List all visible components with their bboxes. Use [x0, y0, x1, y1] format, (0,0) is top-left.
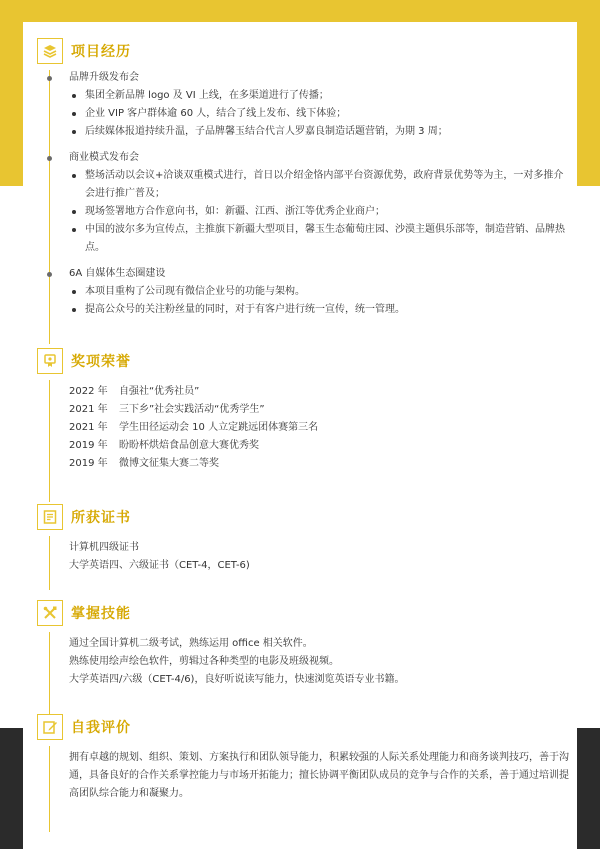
cert-item: 大学英语四、六级证书（CET-4，CET-6) [69, 560, 250, 571]
project-item [69, 149, 569, 257]
bullet-item: 中国的波尔多为宣传点，主推旗下新疆大型项目，馨玉生态葡萄庄园、沙漠主题俱乐部等，制造营销、品牌热点。 [69, 221, 569, 257]
skill-list [69, 635, 569, 689]
section-title: 自我评价 [71, 720, 131, 736]
layers-icon [37, 38, 63, 64]
award-row [69, 383, 569, 401]
skill-item: 大学英语四/六级（CET-4/6)，良好听说读写能力，快速浏览英语专业书籍。 [69, 674, 405, 685]
bullet-item: 集团全新品牌 logo 及 VI 上线，在多渠道进行了传播； [69, 87, 569, 105]
award-year: 2019 年 [69, 440, 108, 451]
award-year: 2021 年 [69, 404, 108, 415]
section-title: 项目经历 [71, 44, 131, 60]
timeline-dot [47, 156, 52, 161]
bullet-item: 后续媒体报道持续升温，子品牌馨玉结合代言人罗嘉良制造话题营销，为期 3 周； [69, 123, 569, 141]
bullet-item: 提高公众号的关注粉丝量的同时，对于有客户进行统一宣传，统一管理。 [69, 301, 569, 319]
self-evaluation-text: 拥有卓越的规划、组织、策划、方案执行和团队领导能力，积累较强的人际关系处理能力和商务谈判技巧，善于沟通，具备良好的合作关系掌控能力与市场开拓能力；擅长协调平衡团队成员的竞争与合作的关系，善于通过培训提高团队综合能力和凝聚力。 [69, 752, 569, 799]
timeline-line [49, 70, 50, 344]
timeline-line [49, 380, 50, 502]
bullet-item: 企业 VIP 客户群体逾 60 人，结合了线上发布、线下体验； [69, 105, 569, 123]
award-row [69, 419, 569, 437]
resume-page [23, 22, 577, 849]
timeline-line [49, 632, 50, 716]
award-text: 学生田径运动会 10 人立定跳远团体赛第三名 [119, 422, 319, 433]
section-title: 所获证书 [71, 510, 131, 526]
project-name: 6A 自媒体生态圈建设 [69, 265, 569, 283]
medal-icon [37, 348, 63, 374]
project-item [69, 69, 569, 141]
award-text: 三下乡”社会实践活动“优秀学生” [119, 404, 265, 415]
skill-item: 熟练使用绘声绘色软件，剪辑过各种类型的电影及班级视频。 [69, 656, 339, 667]
award-year: 2022 年 [69, 386, 108, 397]
cert-list [69, 539, 569, 575]
tools-icon [37, 600, 63, 626]
section-title: 掌握技能 [71, 606, 131, 622]
award-row [69, 401, 569, 419]
award-year: 2019 年 [69, 458, 108, 469]
skill-item: 通过全国计算机二级考试，熟练运用 office 相关软件。 [69, 638, 313, 649]
award-text: 微博文征集大赛二等奖 [119, 458, 219, 469]
bullet-item: 整场活动以会议+洽谈双重模式进行，首日以介绍金恪内部平台资源优势，政府背景优势等为主，一对多推介会进行推广普及； [69, 167, 569, 203]
award-text: 自强社“优秀社员” [119, 386, 200, 397]
edit-icon [37, 714, 63, 740]
timeline-line [49, 536, 50, 590]
timeline-line [49, 746, 50, 832]
bullet-item: 本项目重构了公司现有微信企业号的功能与架构。 [69, 283, 569, 301]
award-row [69, 437, 569, 455]
award-text: 盼盼杯烘焙食品创意大赛优秀奖 [119, 440, 259, 451]
timeline-dot [47, 272, 52, 277]
award-year: 2021 年 [69, 422, 108, 433]
project-item [69, 265, 569, 319]
project-name: 商业模式发布会 [69, 149, 569, 167]
project-list [69, 69, 569, 319]
certificate-icon [37, 504, 63, 530]
award-row [69, 455, 569, 473]
section-title: 奖项荣誉 [71, 354, 131, 370]
bullet-item: 现场签署地方合作意向书，如：新疆、江西、浙江等优秀企业商户； [69, 203, 569, 221]
award-list [69, 383, 569, 473]
project-name: 品牌升级发布会 [69, 69, 569, 87]
cert-item: 计算机四级证书 [69, 542, 139, 553]
timeline-dot [47, 76, 52, 81]
